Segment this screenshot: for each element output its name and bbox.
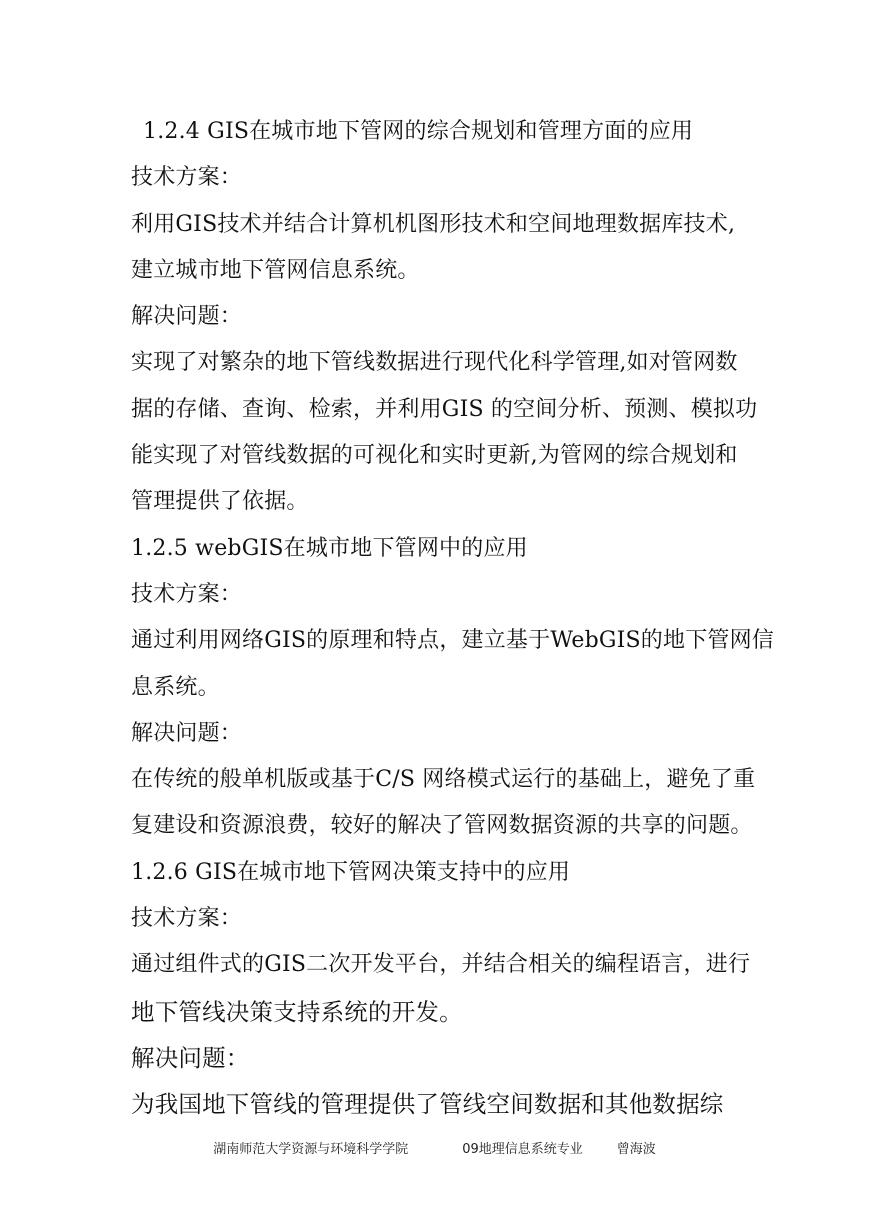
text-line: 技术方案：	[131, 165, 243, 191]
footer-author: 曾海波	[616, 1142, 656, 1157]
text-line: 通过组件式的GIS二次开发平台，并结合相关的编程语言，进行	[131, 952, 751, 978]
text-line: 据的存储、查询、检索，并利用GIS 的空间分析、预测、模拟功	[131, 396, 758, 422]
text-line: 解决问题：	[131, 1043, 250, 1072]
footer-major: 09地理信息系统专业	[462, 1142, 583, 1157]
text-line: 通过利用网络GIS的原理和特点，建立基于WebGIS的地下管网信	[131, 628, 774, 654]
text-line: 建立城市地下管网信息系统。	[131, 257, 420, 283]
text-line: 地下管线决策支持系统的开发。	[131, 997, 463, 1026]
footer-school: 湖南师范大学资源与环境科学学院	[213, 1142, 409, 1157]
text-line: 技术方案：	[131, 581, 243, 607]
section-heading-1-2-5: 1.2.5 webGIS在城市地下管网中的应用	[131, 535, 528, 561]
text-line: 在传统的般单机版或基于C/S 网络模式运行的基础上，避免了重	[131, 767, 756, 793]
section-heading-1-2-4: 1.2.4 GIS在城市地下管网的综合规划和管理方面的应用	[143, 119, 694, 144]
text-line: 解决问题：	[131, 720, 243, 746]
text-line: 技术方案：	[131, 906, 243, 932]
text-line: 管理提供了依据。	[131, 489, 309, 515]
text-line: 利用GIS技术并结合计算机机图形技术和空间地理数据库技术,	[131, 211, 736, 237]
page-footer	[0, 1138, 869, 1157]
text-line: 息系统。	[131, 674, 220, 700]
text-line: 为我国地下管线的管理提供了管线空间数据和其他数据综	[131, 1090, 724, 1119]
text-line: 解决问题：	[131, 304, 243, 330]
text-line: 能实现了对管线数据的可视化和实时更新,为管网的综合规划和	[131, 443, 738, 469]
section-heading-1-2-6: 1.2.6 GIS在城市地下管网决策支持中的应用	[131, 859, 571, 885]
text-line: 实现了对繁杂的地下管线数据进行现代化科学管理,如对管网数	[131, 350, 738, 376]
text-line: 复建设和资源浪费，较好的解决了管网数据资源的共享的问题。	[131, 813, 753, 839]
document-body	[131, 109, 774, 1128]
